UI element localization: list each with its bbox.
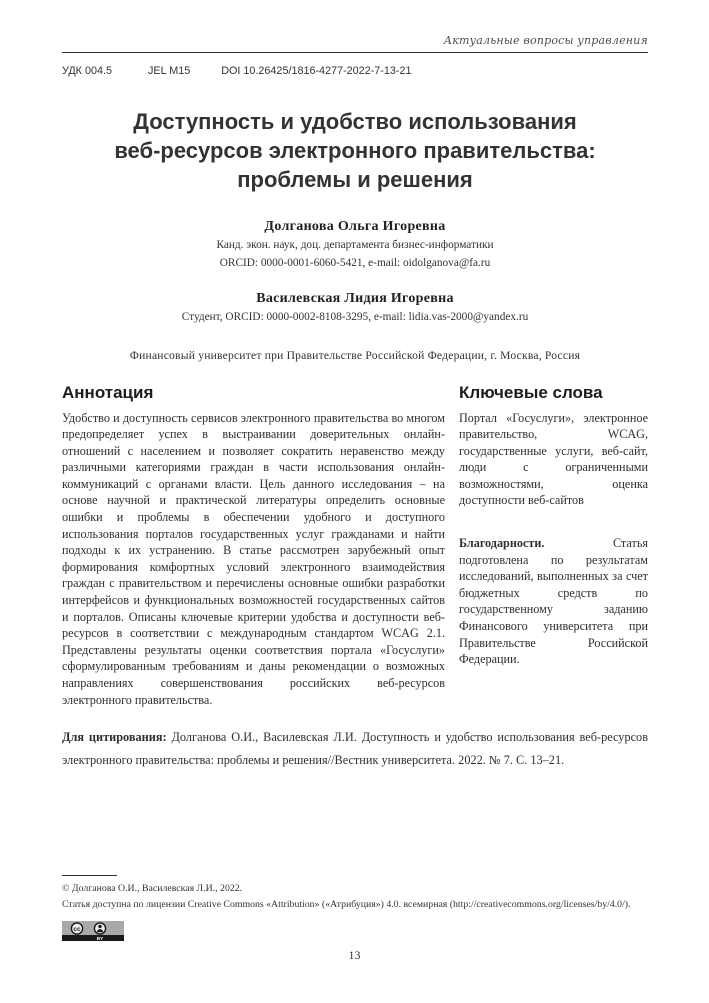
abstract-heading: Аннотация (62, 382, 154, 402)
citation-text: Долганова О.И., Василевская Л.И. Доступность и удобство использования веб-ресурсов электронного правительства: проблемы и решения//Вестник университета. 2022. № 7. С. 13–21. (62, 730, 648, 768)
udc-code: УДК 004.5 (62, 65, 112, 77)
author-2-orcid-email: Студент, ORCID: 0000-0002-8108-3295, e-mail: lidia.vas-2000@yandex.ru (181, 311, 529, 323)
abstract-keywords-columns (62, 383, 648, 709)
header-rule (62, 52, 648, 53)
cc-by-icon (62, 921, 124, 941)
article-title-line-3: проблемы и решения (237, 167, 473, 192)
copyright-line: © Долганова О.И., Василевская Л.И., 2022. (62, 883, 243, 894)
page-footer (62, 875, 648, 941)
page-number: 13 (348, 948, 361, 962)
article-title (62, 107, 648, 194)
abstract-text: Удобство и доступность сервисов электронного правительства во многом предопределяет успех в выстраивании доверительных онлайн-отношений с населением и позволяет сократить неравенство между различными категориями граждан в части использования онлайн-коммуникаций с органами власти. Цель данного исследования – на основе научной и практической литературы определить основные ошибки и проблемы в обеспечении удобного и доступного использования порталов государственных услуг гражданами и найти подходы к их устранению. В статье рассмотрен зарубежный опыт формирования комфортных условий электронного взаимодействия граждан с правительством и перечислены основные ошибки разработки интерфейсов и функциональных возможностей государственных сайтов и порталов. Описаны ключевые критерии удобства и доступности веб-ресурсов в соответствии с международным стандартом WCAG 2.1. Представлены результаты оценки соответствия портала «Госуслуги» сформулированным требованиям и даны рекомендации о возможных направлениях совершенствования российских веб-ресурсов электронного правительства. (62, 410, 445, 707)
jel-code: JEL M15 (148, 65, 191, 77)
cc-by-license-badge (62, 921, 124, 941)
citation-block (62, 726, 648, 772)
acknowledgements (459, 535, 648, 668)
article-meta-row (62, 65, 648, 77)
author-1-credentials: Канд. экон. наук, доц. департамента бизнес-информатики (216, 239, 494, 251)
article-title-line-1: Доступность и удобство использования (133, 109, 577, 134)
footnote-rule (62, 875, 117, 876)
doi-code: DOI 10.26425/1816-4277-2022-7-13-21 (221, 65, 412, 77)
acknowledgements-label: Благодарности. (459, 536, 545, 551)
keywords-heading: Ключевые слова (459, 382, 603, 402)
author-1-orcid-email: ORCID: 0000-0001-6060-5421, e-mail: oidolganova@fa.ru (219, 256, 491, 269)
abstract-column (62, 383, 445, 709)
license-line: Статья доступна по лицензии Creative Commons «Attribution» («Атрибуция») 4.0. всемирная (http://creativecommons.org/licenses/by/4.0/). (62, 898, 631, 910)
acknowledgements-text: Статья подготовлена по результатам исследований, выполненных за счет бюджетных средств по государственному заданию Финансового университета при Правительстве Российской Федерации. (459, 536, 648, 667)
affiliation: Финансовый университет при Правительстве Российской Федерации, г. Москва, Россия (129, 348, 581, 362)
article-title-line-2: веб-ресурсов электронного правительства: (114, 138, 596, 163)
keywords-text: Портал «Госуслуги», электронное правительство, WCAG, государственные услуги, веб-сайт, люди с ограниченными возможностями, оценка доступности веб-сайтов (459, 410, 648, 508)
keywords-column (459, 383, 648, 709)
running-head: Актуальные вопросы управления (443, 34, 648, 47)
author-1-name: Долганова Ольга Игоревна (264, 219, 446, 234)
svg-text:cc: cc (73, 926, 81, 933)
cc-by-text: BY (96, 936, 104, 941)
author-2-name: Василевская Лидия Игоревна (256, 291, 454, 306)
citation-label: Для цитирования: (62, 730, 167, 745)
